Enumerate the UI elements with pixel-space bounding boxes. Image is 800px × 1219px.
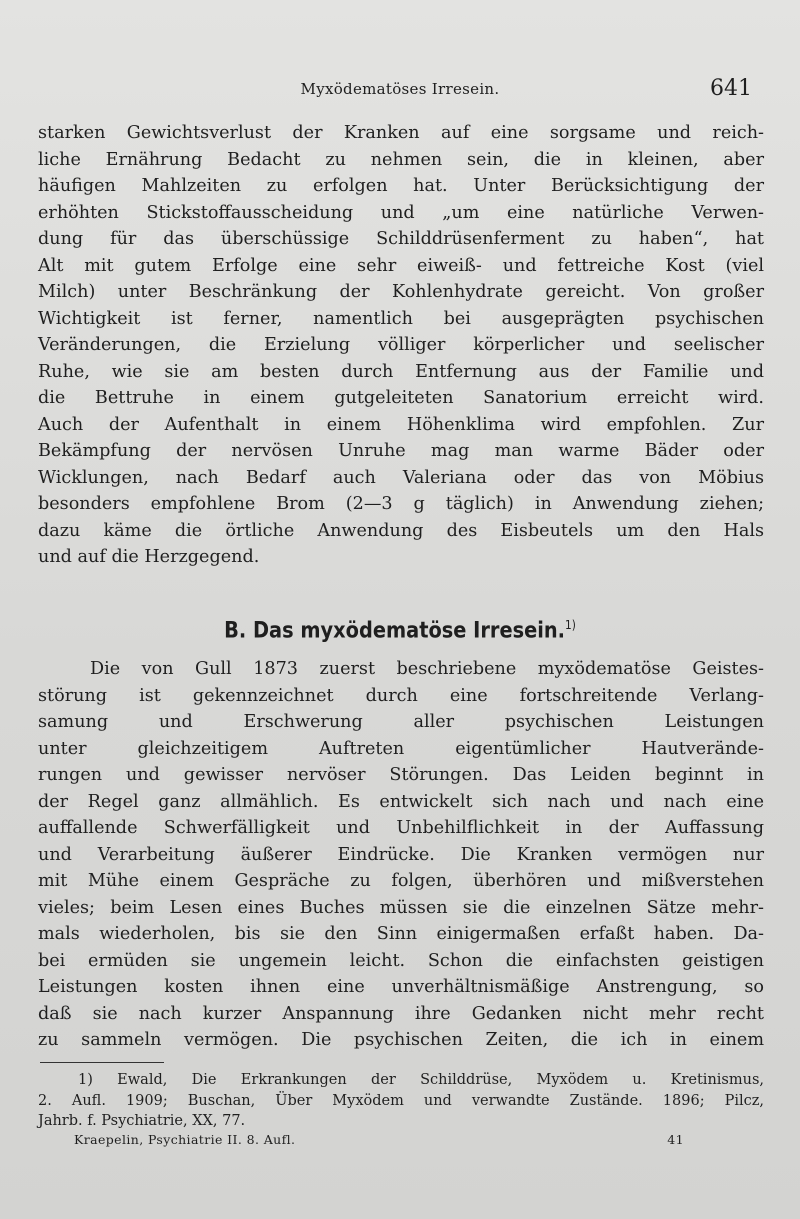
text-line: dazu käme die örtliche Anwendung des Eisbeutels um den Hals [38,520,764,541]
text-line: Leistungen kosten ihnen eine unverhältnismäßige Anstrengung, so [38,977,764,997]
text-line: besonders empfohlene Brom (2—3 g täglich) in Anwendung ziehen; [38,494,764,514]
page-header [40,76,760,106]
footnote-mark: 1) [565,618,576,632]
text-line: Bekämpfung der nervösen Unruhe mag man warme Bäder oder [38,441,764,461]
footnote-line: Jahrb. f. Psychiatrie, XX, 77. [38,1113,246,1129]
text-line: Wicklungen, nach Bedarf auch Valeriana oder das von Möbius [38,467,764,488]
text-line: zu sammeln vermögen. Die psychischen Zeiten, die ich in einem [38,1030,764,1050]
paragraph-myxedema [38,656,764,1054]
text-line: daß sie nach kurzer Anspannung ihre Gedanken nicht mehr recht [38,1003,764,1024]
running-title: Myxödematöses Irresein. [300,80,500,98]
text-line: liche Ernährung Bedacht zu nehmen sein, die in kleinen, aber [38,149,764,170]
text-line: erhöhten Stickstoffausscheidung und „um eine natürliche Verwen- [38,202,764,223]
section-heading-text: B. Das myxödematöse Irresein. [224,618,565,644]
text-line: Auch der Aufenthalt in einem Höhenklima wird empfohlen. Zur [38,414,764,435]
text-line: mals wiederholen, bis sie den Sinn einigermaßen erfaßt haben. Da- [38,924,764,944]
signature-left: Kraepelin, Psychiatrie II. 8. Aufl. [74,1132,296,1147]
text-line: rungen und gewisser nervöser Störungen. Das Leiden beginnt in [38,765,764,785]
text-line: Wichtigkeit ist ferner, namentlich bei ausgeprägten psychischen [38,308,764,329]
text-line: und Verarbeitung äußerer Eindrücke. Die Kranken vermögen nur [38,844,764,865]
section-heading [48,618,752,643]
signature-right: 41 [667,1132,684,1147]
text-line: die Bettruhe in einem gutgeleiteten Sanatorium erreicht wird. [38,388,764,408]
footnote-divider [40,1062,164,1063]
text-line: vieles; beim Lesen eines Buches müssen sie die einzelnen Sätze mehr- [38,897,764,918]
footnote-line: 1) Ewald, Die Erkrankungen der Schilddrüse, Myxödem u. Kretinismus, [78,1072,764,1088]
text-line: samung und Erschwerung aller psychischen Leistungen [38,712,764,732]
text-line: bei ermüden sie ungemein leicht. Schon die einfachsten geistigen [38,950,764,971]
text-line: auffallende Schwerfälligkeit und Unbehilflichkeit in der Auffassung [38,818,764,838]
text-line: Ruhe, wie sie am besten durch Entfernung aus der Familie und [38,361,764,382]
text-line: der Regel ganz allmählich. Es entwickelt sich nach und nach eine [38,791,764,812]
text-line: störung ist gekennzeichnet durch eine fortschreitende Verlang- [38,685,764,706]
printer-signature [74,1132,684,1147]
text-line: Veränderungen, die Erzielung völliger körperlicher und seelischer [38,335,764,355]
text-line: starken Gewichtsverlust der Kranken auf eine sorgsame und reich- [38,123,764,143]
text-line: Alt mit gutem Erfolge eine sehr eiweiß- und fettreiche Kost (viel [38,255,764,276]
text-line: Milch) unter Beschränkung der Kohlenhydrate gereicht. Von großer [38,282,764,302]
text-line: mit Mühe einem Gespräche zu folgen, überhören und mißverstehen [38,871,764,891]
page-number: 641 [710,76,752,101]
paragraph-treatment [38,120,764,571]
text-line: Die von Gull 1873 zuerst beschriebene myxödematöse Geistes- [90,659,764,679]
text-line: unter gleichzeitigem Auftreten eigentümlicher Hautverände- [38,738,764,759]
text-line: dung für das überschüssige Schilddrüsenferment zu haben“, hat [38,229,764,249]
text-line: und auf die Herzgegend. [38,547,260,567]
footnotes [38,1070,764,1132]
text-line: häufigen Mahlzeiten zu erfolgen hat. Unter Berücksichtigung der [38,176,764,196]
footnote-line: 2. Aufl. 1909; Buschan, Über Myxödem und verwandte Zustände. 1896; Pilcz, [38,1092,764,1109]
